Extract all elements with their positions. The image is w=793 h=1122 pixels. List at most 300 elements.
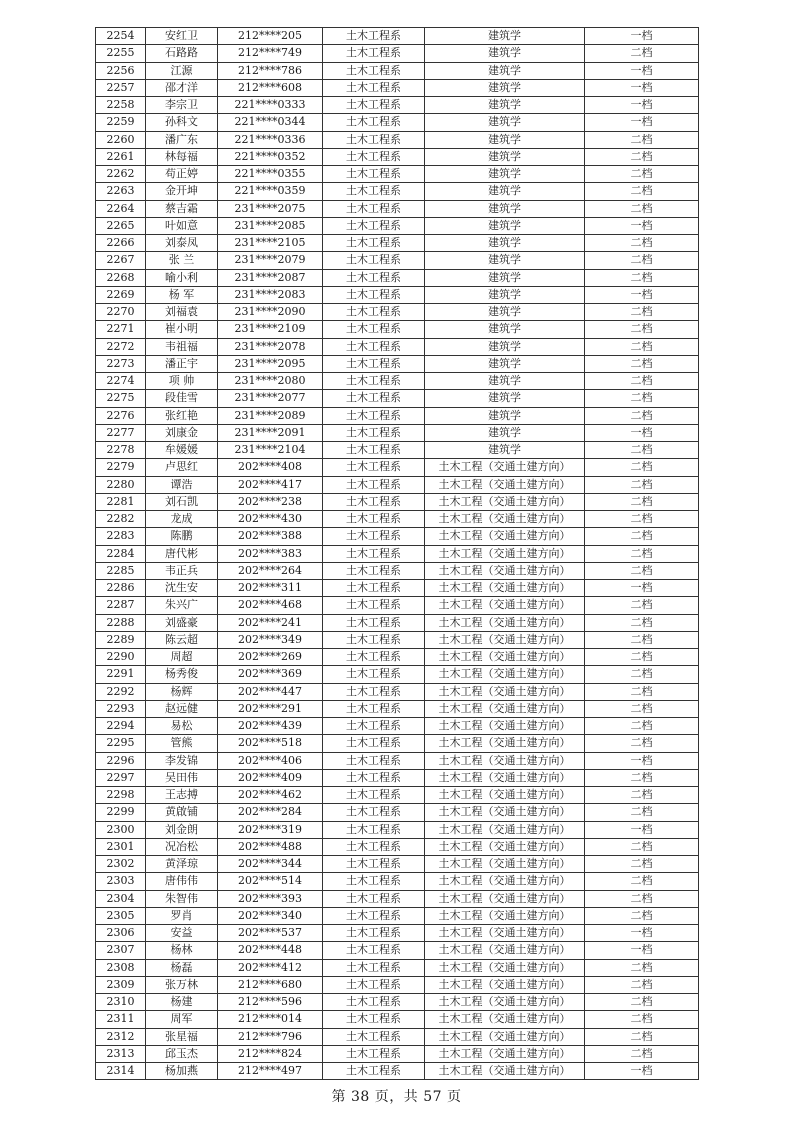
grant-level-cell: 二档 [585, 45, 699, 62]
student-id-cell: 231****2091 [218, 424, 323, 441]
student-name-cell: 刘泰凤 [146, 235, 218, 252]
major-cell: 土木工程（交通土建方向） [425, 666, 585, 683]
department-cell: 土木工程系 [323, 735, 425, 752]
grant-level-cell: 一档 [585, 424, 699, 441]
grant-level-cell: 二档 [585, 976, 699, 993]
student-id-cell: 202****439 [218, 718, 323, 735]
student-id-cell: 231****2085 [218, 217, 323, 234]
major-cell: 建筑学 [425, 355, 585, 372]
table-row [96, 1011, 699, 1028]
major-cell: 土木工程（交通土建方向） [425, 976, 585, 993]
student-id-cell: 212****596 [218, 994, 323, 1011]
table-row [96, 873, 699, 890]
table-row [96, 838, 699, 855]
student-id-cell: 212****680 [218, 976, 323, 993]
grant-level-cell: 二档 [585, 1045, 699, 1062]
major-cell: 土木工程（交通土建方向） [425, 545, 585, 562]
student-id-cell: 202****291 [218, 700, 323, 717]
student-name-cell: 苟正婷 [146, 166, 218, 183]
student-id-cell: 212****749 [218, 45, 323, 62]
grant-level-cell: 一档 [585, 286, 699, 303]
major-cell: 土木工程（交通土建方向） [425, 925, 585, 942]
student-id-cell: 202****284 [218, 804, 323, 821]
department-cell: 土木工程系 [323, 769, 425, 786]
table-row [96, 407, 699, 424]
student-name-cell: 林每福 [146, 148, 218, 165]
table-row [96, 752, 699, 769]
student-id-cell: 202****514 [218, 873, 323, 890]
table-row [96, 580, 699, 597]
row-number-cell: 2281 [96, 493, 146, 510]
row-number-cell: 2301 [96, 838, 146, 855]
major-cell: 土木工程（交通土建方向） [425, 994, 585, 1011]
grant-level-cell: 二档 [585, 252, 699, 269]
grant-level-cell: 二档 [585, 235, 699, 252]
department-cell: 土木工程系 [323, 804, 425, 821]
student-id-cell: 202****518 [218, 735, 323, 752]
department-cell: 土木工程系 [323, 562, 425, 579]
student-name-cell: 喻小利 [146, 269, 218, 286]
major-cell: 建筑学 [425, 252, 585, 269]
grant-level-cell: 二档 [585, 304, 699, 321]
student-name-cell: 周超 [146, 649, 218, 666]
table-row [96, 1063, 699, 1080]
student-name-cell: 易松 [146, 718, 218, 735]
department-cell: 土木工程系 [323, 1063, 425, 1080]
table-row [96, 959, 699, 976]
major-cell: 土木工程（交通土建方向） [425, 683, 585, 700]
student-id-cell: 202****488 [218, 838, 323, 855]
row-number-cell: 2293 [96, 700, 146, 717]
grant-level-cell: 一档 [585, 821, 699, 838]
major-cell: 土木工程（交通土建方向） [425, 476, 585, 493]
student-name-cell: 罗肖 [146, 907, 218, 924]
department-cell: 土木工程系 [323, 166, 425, 183]
row-number-cell: 2272 [96, 338, 146, 355]
grant-level-cell: 二档 [585, 769, 699, 786]
student-id-cell: 202****406 [218, 752, 323, 769]
student-id-cell: 202****369 [218, 666, 323, 683]
student-name-cell: 韦正兵 [146, 562, 218, 579]
grant-level-cell: 二档 [585, 390, 699, 407]
department-cell: 土木工程系 [323, 269, 425, 286]
row-number-cell: 2296 [96, 752, 146, 769]
student-name-cell: 杨林 [146, 942, 218, 959]
department-cell: 土木工程系 [323, 442, 425, 459]
major-cell: 土木工程（交通土建方向） [425, 614, 585, 631]
department-cell: 土木工程系 [323, 787, 425, 804]
row-number-cell: 2277 [96, 424, 146, 441]
student-id-cell: 202****264 [218, 562, 323, 579]
grant-level-cell: 二档 [585, 1011, 699, 1028]
table-row [96, 787, 699, 804]
table-row [96, 235, 699, 252]
major-cell: 土木工程（交通土建方向） [425, 718, 585, 735]
table-row [96, 148, 699, 165]
student-id-cell: 221****0336 [218, 131, 323, 148]
row-number-cell: 2255 [96, 45, 146, 62]
row-number-cell: 2285 [96, 562, 146, 579]
major-cell: 建筑学 [425, 114, 585, 131]
department-cell: 土木工程系 [323, 321, 425, 338]
department-cell: 土木工程系 [323, 511, 425, 528]
department-cell: 土木工程系 [323, 976, 425, 993]
student-id-cell: 202****412 [218, 959, 323, 976]
department-cell: 土木工程系 [323, 666, 425, 683]
student-id-cell: 221****0355 [218, 166, 323, 183]
table-row [96, 666, 699, 683]
student-id-cell: 202****462 [218, 787, 323, 804]
major-cell: 土木工程（交通土建方向） [425, 890, 585, 907]
table-row [96, 166, 699, 183]
student-id-cell: 231****2078 [218, 338, 323, 355]
student-id-cell: 221****0352 [218, 148, 323, 165]
grant-level-cell: 二档 [585, 614, 699, 631]
student-id-cell: 231****2083 [218, 286, 323, 303]
student-name-cell: 李宗卫 [146, 97, 218, 114]
student-id-cell: 231****2077 [218, 390, 323, 407]
grant-level-cell: 二档 [585, 166, 699, 183]
department-cell: 土木工程系 [323, 200, 425, 217]
grant-level-cell: 二档 [585, 269, 699, 286]
row-number-cell: 2273 [96, 355, 146, 372]
table-row [96, 718, 699, 735]
row-number-cell: 2302 [96, 856, 146, 873]
major-cell: 土木工程（交通土建方向） [425, 1045, 585, 1062]
department-cell: 土木工程系 [323, 407, 425, 424]
student-id-cell: 231****2075 [218, 200, 323, 217]
row-number-cell: 2268 [96, 269, 146, 286]
table-row [96, 217, 699, 234]
student-id-cell: 202****344 [218, 856, 323, 873]
department-cell: 土木工程系 [323, 873, 425, 890]
table-row [96, 183, 699, 200]
row-number-cell: 2312 [96, 1028, 146, 1045]
grant-level-cell: 二档 [585, 994, 699, 1011]
major-cell: 土木工程（交通土建方向） [425, 838, 585, 855]
student-id-cell: 221****0359 [218, 183, 323, 200]
major-cell: 土木工程（交通土建方向） [425, 907, 585, 924]
row-number-cell: 2263 [96, 183, 146, 200]
table-row [96, 821, 699, 838]
grant-level-cell: 二档 [585, 735, 699, 752]
student-name-cell: 刘石凯 [146, 493, 218, 510]
major-cell: 建筑学 [425, 183, 585, 200]
student-name-cell: 叶如意 [146, 217, 218, 234]
department-cell: 土木工程系 [323, 580, 425, 597]
table-row [96, 700, 699, 717]
student-id-cell: 202****241 [218, 614, 323, 631]
student-name-cell: 李发锦 [146, 752, 218, 769]
department-cell: 土木工程系 [323, 597, 425, 614]
row-number-cell: 2294 [96, 718, 146, 735]
table-row [96, 562, 699, 579]
student-name-cell: 安益 [146, 925, 218, 942]
major-cell: 土木工程（交通土建方向） [425, 804, 585, 821]
grant-level-cell: 二档 [585, 700, 699, 717]
student-id-cell: 231****2104 [218, 442, 323, 459]
table-row [96, 355, 699, 372]
grant-level-cell: 二档 [585, 321, 699, 338]
table-row [96, 856, 699, 873]
student-id-cell: 202****349 [218, 631, 323, 648]
student-id-cell: 202****393 [218, 890, 323, 907]
student-name-cell: 刘盛豪 [146, 614, 218, 631]
student-name-cell: 孙科文 [146, 114, 218, 131]
department-cell: 土木工程系 [323, 907, 425, 924]
grant-level-cell: 二档 [585, 200, 699, 217]
grant-level-cell: 二档 [585, 562, 699, 579]
major-cell: 土木工程（交通土建方向） [425, 959, 585, 976]
row-number-cell: 2303 [96, 873, 146, 890]
student-id-cell: 231****2080 [218, 373, 323, 390]
row-number-cell: 2267 [96, 252, 146, 269]
department-cell: 土木工程系 [323, 942, 425, 959]
student-id-cell: 231****2105 [218, 235, 323, 252]
grant-level-cell: 二档 [585, 907, 699, 924]
major-cell: 土木工程（交通土建方向） [425, 769, 585, 786]
row-number-cell: 2258 [96, 97, 146, 114]
grant-level-cell: 二档 [585, 338, 699, 355]
grant-level-cell: 二档 [585, 442, 699, 459]
row-number-cell: 2287 [96, 597, 146, 614]
grant-level-cell: 二档 [585, 407, 699, 424]
department-cell: 土木工程系 [323, 424, 425, 441]
department-cell: 土木工程系 [323, 217, 425, 234]
student-name-cell: 谭浩 [146, 476, 218, 493]
student-id-cell: 202****340 [218, 907, 323, 924]
department-cell: 土木工程系 [323, 925, 425, 942]
grant-level-cell: 二档 [585, 649, 699, 666]
major-cell: 建筑学 [425, 390, 585, 407]
student-name-cell: 刘康金 [146, 424, 218, 441]
table-row [96, 511, 699, 528]
grant-level-cell: 二档 [585, 476, 699, 493]
student-name-cell: 邱玉杰 [146, 1045, 218, 1062]
student-name-cell: 金开坤 [146, 183, 218, 200]
table-row [96, 976, 699, 993]
student-id-cell: 231****2079 [218, 252, 323, 269]
student-name-cell: 吴田伟 [146, 769, 218, 786]
student-id-cell: 231****2089 [218, 407, 323, 424]
row-number-cell: 2280 [96, 476, 146, 493]
grant-level-cell: 二档 [585, 373, 699, 390]
grant-level-cell: 二档 [585, 131, 699, 148]
row-number-cell: 2276 [96, 407, 146, 424]
department-cell: 土木工程系 [323, 821, 425, 838]
row-number-cell: 2310 [96, 994, 146, 1011]
department-cell: 土木工程系 [323, 183, 425, 200]
student-name-cell: 刘福袁 [146, 304, 218, 321]
table-row [96, 321, 699, 338]
major-cell: 土木工程（交通土建方向） [425, 752, 585, 769]
major-cell: 土木工程（交通土建方向） [425, 1063, 585, 1080]
grant-level-cell: 二档 [585, 183, 699, 200]
department-cell: 土木工程系 [323, 286, 425, 303]
student-name-cell: 安红卫 [146, 28, 218, 45]
grant-level-cell: 一档 [585, 1063, 699, 1080]
row-number-cell: 2271 [96, 321, 146, 338]
major-cell: 土木工程（交通土建方向） [425, 942, 585, 959]
row-number-cell: 2259 [96, 114, 146, 131]
major-cell: 建筑学 [425, 62, 585, 79]
student-name-cell: 赵远健 [146, 700, 218, 717]
student-name-cell: 邵才洋 [146, 79, 218, 96]
roster-table-body [96, 28, 699, 1080]
student-id-cell: 202****269 [218, 649, 323, 666]
student-name-cell: 蔡吉霜 [146, 200, 218, 217]
row-number-cell: 2254 [96, 28, 146, 45]
student-id-cell: 212****014 [218, 1011, 323, 1028]
department-cell: 土木工程系 [323, 683, 425, 700]
department-cell: 土木工程系 [323, 131, 425, 148]
student-id-cell: 231****2087 [218, 269, 323, 286]
student-id-cell: 202****311 [218, 580, 323, 597]
department-cell: 土木工程系 [323, 355, 425, 372]
grant-level-cell: 二档 [585, 787, 699, 804]
student-name-cell: 陈云超 [146, 631, 218, 648]
table-row [96, 528, 699, 545]
student-name-cell: 牟媛媛 [146, 442, 218, 459]
row-number-cell: 2311 [96, 1011, 146, 1028]
table-row [96, 890, 699, 907]
student-name-cell: 张红艳 [146, 407, 218, 424]
grant-level-cell: 二档 [585, 148, 699, 165]
row-number-cell: 2279 [96, 459, 146, 476]
table-row [96, 683, 699, 700]
student-name-cell: 杨秀俊 [146, 666, 218, 683]
student-id-cell: 221****0344 [218, 114, 323, 131]
table-row [96, 493, 699, 510]
row-number-cell: 2257 [96, 79, 146, 96]
grant-level-cell: 一档 [585, 28, 699, 45]
table-row [96, 459, 699, 476]
table-row [96, 476, 699, 493]
student-id-cell: 202****417 [218, 476, 323, 493]
table-row [96, 373, 699, 390]
department-cell: 土木工程系 [323, 752, 425, 769]
major-cell: 建筑学 [425, 269, 585, 286]
grant-level-cell: 二档 [585, 631, 699, 648]
row-number-cell: 2300 [96, 821, 146, 838]
grant-level-cell: 一档 [585, 752, 699, 769]
department-cell: 土木工程系 [323, 97, 425, 114]
grant-level-cell: 二档 [585, 666, 699, 683]
roster-table [95, 27, 699, 1080]
major-cell: 建筑学 [425, 97, 585, 114]
department-cell: 土木工程系 [323, 718, 425, 735]
grant-level-cell: 一档 [585, 97, 699, 114]
department-cell: 土木工程系 [323, 148, 425, 165]
row-number-cell: 2286 [96, 580, 146, 597]
major-cell: 建筑学 [425, 407, 585, 424]
page-footer: 第 38 页，共 57 页 [331, 1089, 462, 1105]
student-name-cell: 石路路 [146, 45, 218, 62]
major-cell: 建筑学 [425, 131, 585, 148]
student-name-cell: 黄啟铺 [146, 804, 218, 821]
row-number-cell: 2260 [96, 131, 146, 148]
major-cell: 土木工程（交通土建方向） [425, 459, 585, 476]
student-name-cell: 江源 [146, 62, 218, 79]
student-id-cell: 202****409 [218, 769, 323, 786]
row-number-cell: 2274 [96, 373, 146, 390]
table-row [96, 62, 699, 79]
grant-level-cell: 二档 [585, 838, 699, 855]
student-name-cell: 况冶松 [146, 838, 218, 855]
student-name-cell: 张 兰 [146, 252, 218, 269]
department-cell: 土木工程系 [323, 1011, 425, 1028]
grant-level-cell: 二档 [585, 459, 699, 476]
major-cell: 土木工程（交通土建方向） [425, 873, 585, 890]
student-id-cell: 221****0333 [218, 97, 323, 114]
major-cell: 建筑学 [425, 424, 585, 441]
major-cell: 土木工程（交通土建方向） [425, 562, 585, 579]
row-number-cell: 2289 [96, 631, 146, 648]
department-cell: 土木工程系 [323, 856, 425, 873]
table-row [96, 925, 699, 942]
student-name-cell: 张星福 [146, 1028, 218, 1045]
grant-level-cell: 一档 [585, 217, 699, 234]
grant-level-cell: 二档 [585, 890, 699, 907]
table-row [96, 804, 699, 821]
major-cell: 建筑学 [425, 321, 585, 338]
department-cell: 土木工程系 [323, 838, 425, 855]
department-cell: 土木工程系 [323, 631, 425, 648]
table-row [96, 597, 699, 614]
table-row [96, 1045, 699, 1062]
department-cell: 土木工程系 [323, 649, 425, 666]
department-cell: 土木工程系 [323, 79, 425, 96]
student-id-cell: 202****468 [218, 597, 323, 614]
student-id-cell: 212****608 [218, 79, 323, 96]
department-cell: 土木工程系 [323, 390, 425, 407]
major-cell: 建筑学 [425, 338, 585, 355]
row-number-cell: 2256 [96, 62, 146, 79]
department-cell: 土木工程系 [323, 373, 425, 390]
grant-level-cell: 二档 [585, 355, 699, 372]
major-cell: 土木工程（交通土建方向） [425, 787, 585, 804]
table-row [96, 769, 699, 786]
table-row [96, 390, 699, 407]
table-row [96, 649, 699, 666]
student-id-cell: 202****447 [218, 683, 323, 700]
grant-level-cell: 二档 [585, 597, 699, 614]
department-cell: 土木工程系 [323, 994, 425, 1011]
student-name-cell: 卢思红 [146, 459, 218, 476]
department-cell: 土木工程系 [323, 62, 425, 79]
student-id-cell: 202****408 [218, 459, 323, 476]
student-id-cell: 202****238 [218, 493, 323, 510]
student-name-cell: 杨加燕 [146, 1063, 218, 1080]
row-number-cell: 2264 [96, 200, 146, 217]
major-cell: 土木工程（交通土建方向） [425, 649, 585, 666]
department-cell: 土木工程系 [323, 235, 425, 252]
table-row [96, 200, 699, 217]
department-cell: 土木工程系 [323, 493, 425, 510]
row-number-cell: 2308 [96, 959, 146, 976]
student-name-cell: 刘金朗 [146, 821, 218, 838]
student-name-cell: 潘正宇 [146, 355, 218, 372]
major-cell: 土木工程（交通土建方向） [425, 511, 585, 528]
major-cell: 建筑学 [425, 235, 585, 252]
department-cell: 土木工程系 [323, 890, 425, 907]
student-name-cell: 管熊 [146, 735, 218, 752]
student-name-cell: 杨建 [146, 994, 218, 1011]
student-name-cell: 唐代彬 [146, 545, 218, 562]
student-name-cell: 韦祖福 [146, 338, 218, 355]
table-row [96, 907, 699, 924]
student-name-cell: 张万林 [146, 976, 218, 993]
